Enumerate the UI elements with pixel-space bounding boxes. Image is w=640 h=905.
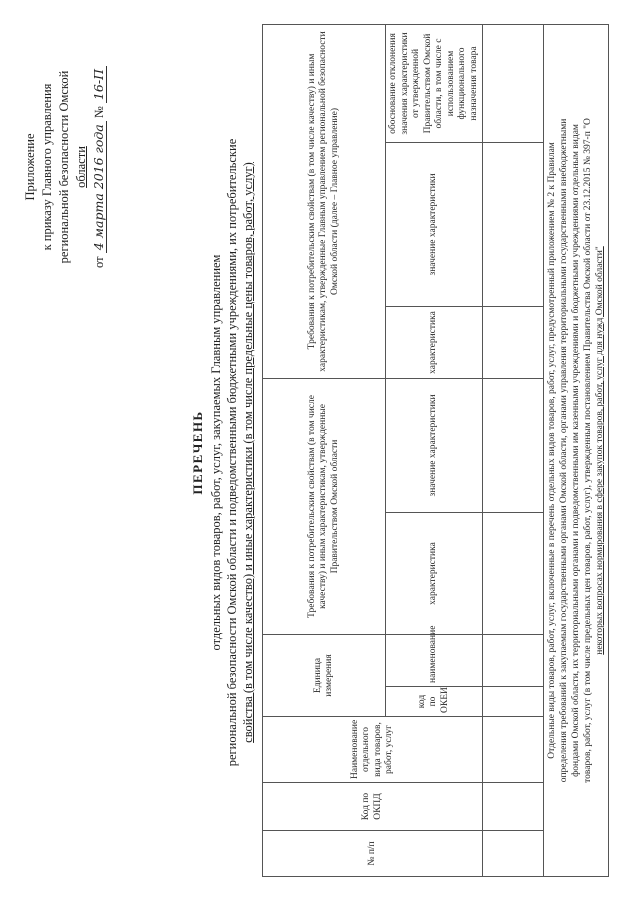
approval-block xyxy=(22,42,108,292)
title-line-3: свойства (в том числе качество) и иные характеристики (в том числе предельные цены товаров, работ, услуг) xyxy=(241,162,255,743)
document-title xyxy=(190,30,256,875)
handwritten-number: 16-П xyxy=(91,66,107,103)
approval-line-order: к приказу Главного управления xyxy=(40,83,54,251)
note-line: товаров, работ, услуг (в том числе предельных цен товаров, работ, услуг), утвержденным постановлением Правительства Омской области от 23.12.2015 № 397-п "О xyxy=(583,118,593,783)
header-gu-justification: обоснование отклонения значения характеристики от утвержденной Правительством Омской области, в том числе с использованием функционального назначения товара xyxy=(386,24,483,142)
from-label: от xyxy=(92,256,106,268)
table-cell xyxy=(483,513,544,635)
table-cell xyxy=(483,717,544,783)
table-row xyxy=(483,24,544,876)
header-government-requirements: Требования к потребительским свойствам (в том числе качеству) и иным характеристикам, утвержденные Правительством Омской области xyxy=(263,379,386,635)
table-cell xyxy=(483,831,544,877)
note-line: фондами Омской области, их территориальными органами и подведомственными им казенными учреждениями и бюджетными учреждениями отдельным видам xyxy=(571,124,581,777)
table-cell xyxy=(483,783,544,831)
table-note-row xyxy=(544,24,609,876)
table-cell xyxy=(483,635,544,687)
header-item-name: Наименование отдельного вида товаров, работ, услуг xyxy=(263,717,483,783)
approval-line-appendix: Приложение xyxy=(23,133,37,201)
header-gu-characteristic: характеристика xyxy=(386,307,483,379)
note-line: некоторых вопросах нормирования в сфере закупок товаров, работ, услуг для нужд Омской области" xyxy=(595,246,605,655)
table-header-row xyxy=(263,24,386,876)
header-unit-group: Единица измерения xyxy=(263,635,386,717)
table-note xyxy=(544,24,609,876)
requirements-table xyxy=(262,24,609,877)
approval-line-authority: региональной безопасности Омской xyxy=(57,70,71,264)
note-line: Отдельные виды товаров, работ, услуг, включенные в перечень отдельных видов товаров, работ, услуг, предусмотренный приложением № 2 к Правилам xyxy=(547,142,557,759)
header-num: № п/п xyxy=(263,831,483,877)
table-cell xyxy=(483,307,544,379)
header-unit-code: код по ОКЕИ xyxy=(386,687,483,717)
note-line: определения требований к закупаемым государственными органами Омской области, органами управления территориальными государственными внебюджетными xyxy=(559,118,569,783)
table-cell xyxy=(483,379,544,513)
header-authority-requirements: Требования к потребительским свойствам (в том числе качеству) и иным характеристикам, утвержденные Главным управлением региональной безопасности Омской области (далее – Главное управление) xyxy=(263,24,386,378)
table-cell xyxy=(483,143,544,307)
approval-line-region: области xyxy=(74,146,88,188)
header-gu-value: значение характеристики xyxy=(386,143,483,307)
approval-date-number xyxy=(90,42,108,292)
title-heading: ПЕРЕЧЕНЬ xyxy=(190,410,205,495)
table-cell xyxy=(483,687,544,717)
title-line-2: региональной безопасности Омской области и подведомственными бюджетными учреждениями, их потребительские xyxy=(225,138,239,767)
title-line-1: отдельных видов товаров, работ, услуг, закупаемых Главным управлением xyxy=(209,254,223,651)
header-unit-name: наименование xyxy=(386,635,483,687)
header-gov-characteristic: характеристика xyxy=(386,513,483,635)
number-label: № xyxy=(92,106,106,119)
header-okpd: Код по ОКПД xyxy=(263,783,483,831)
table-cell xyxy=(483,24,544,142)
handwritten-date: 4 марта 2016 года xyxy=(91,121,107,253)
header-gov-value: значение характеристики xyxy=(386,379,483,513)
